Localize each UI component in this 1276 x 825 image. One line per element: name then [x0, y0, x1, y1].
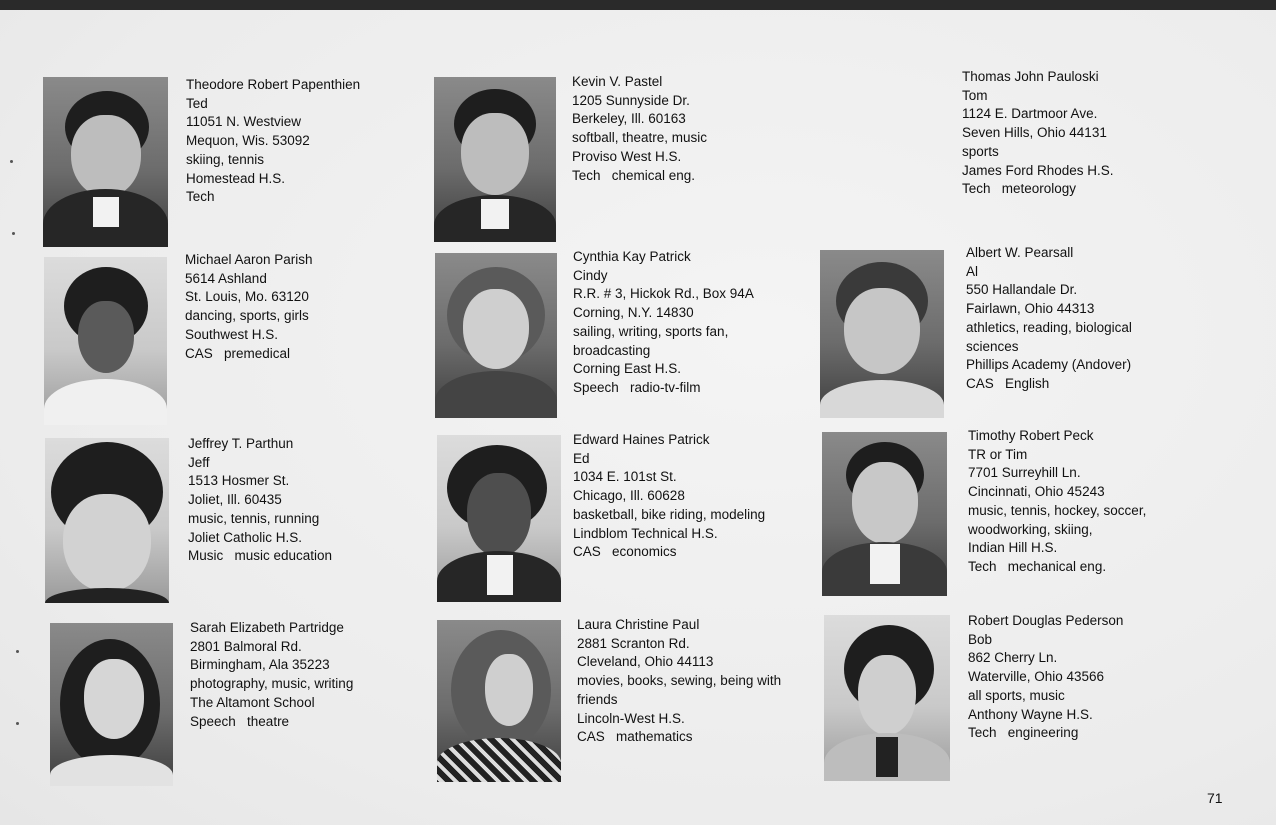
yearbook-page [0, 10, 1276, 825]
student-entry-patrick-edward: Edward Haines Patrick Ed 1034 E. 101st St. Chicago, Ill. 60628 basketball, bike riding, modeling Lindblom Technical H.S. CAS economics [573, 432, 766, 560]
student-entry-parish: Michael Aaron Parish 5614 Ashland St. Louis, Mo. 63120 dancing, sports, girls Southwest H.S. CAS premedical [185, 252, 313, 361]
student-entry-patrick-cynthia: Cynthia Kay Patrick Cindy R.R. # 3, Hickok Rd., Box 94A Corning, N.Y. 14830 sailing, writing, sports fan, broadcasting Corning East H.S. Speech radio-tv-film [573, 249, 754, 395]
student-entry-pastel: Kevin V. Pastel 1205 Sunnyside Dr. Berkeley, Ill. 60163 softball, theatre, music Proviso West H.S. Tech chemical eng. [572, 74, 708, 183]
page-number: 71 [1207, 790, 1223, 806]
student-photo-pederson [824, 615, 950, 781]
student-entry-partridge: Sarah Elizabeth Partridge 2801 Balmoral Rd. Birmingham, Ala 35223 photography, music, writing The Altamont School Speech theatre [190, 620, 354, 729]
student-photo-peck [822, 432, 947, 596]
student-photo-papenthien [43, 77, 168, 247]
student-entry-paul: Laura Christine Paul 2881 Scranton Rd. Cleveland, Ohio 44113 movies, books, sewing, being with friends Lincoln-West H.S. CAS mathematics [577, 617, 782, 745]
binder-hole [12, 232, 15, 235]
student-photo-pastel [434, 77, 556, 242]
binder-hole [16, 722, 19, 725]
student-entry-peck: Timothy Robert Peck TR or Tim 7701 Surreyhill Ln. Cincinnati, Ohio 45243 music, tennis, hockey, soccer, woodworking, skiing, Indian Hill H.S. Tech mechanical eng. [968, 428, 1147, 574]
student-entry-pauloski: Thomas John Pauloski Tom 1124 E. Dartmoor Ave. Seven Hills, Ohio 44131 sports James Ford Rhodes H.S. Tech meteorology [962, 69, 1114, 197]
student-photo-patrick-edward [437, 435, 561, 602]
binder-hole [16, 650, 19, 653]
student-photo-parthun [45, 438, 169, 603]
student-entry-parthun: Jeffrey T. Parthun Jeff 1513 Hosmer St. Joliet, Ill. 60435 music, tennis, running Joliet Catholic H.S. Music music education [188, 436, 333, 564]
student-photo-pearsall [820, 250, 944, 418]
student-photo-partridge [50, 623, 173, 786]
student-entry-pederson: Robert Douglas Pederson Bob 862 Cherry Ln. Waterville, Ohio 43566 all sports, music Anthony Wayne H.S. Tech engineering [968, 613, 1124, 741]
student-entry-pearsall: Albert W. Pearsall Al 550 Hallandale Dr. Fairlawn, Ohio 44313 athletics, reading, biological sciences Phillips Academy (Andover) CAS English [966, 245, 1132, 391]
binder-hole [10, 160, 13, 163]
student-photo-patrick-cynthia [435, 253, 557, 418]
student-photo-paul [437, 620, 561, 782]
student-photo-parish [44, 257, 167, 425]
student-entry-papenthien: Theodore Robert Papenthien Ted 11051 N. Westview Mequon, Wis. 53092 skiing, tennis Homestead H.S. Tech [186, 77, 361, 205]
